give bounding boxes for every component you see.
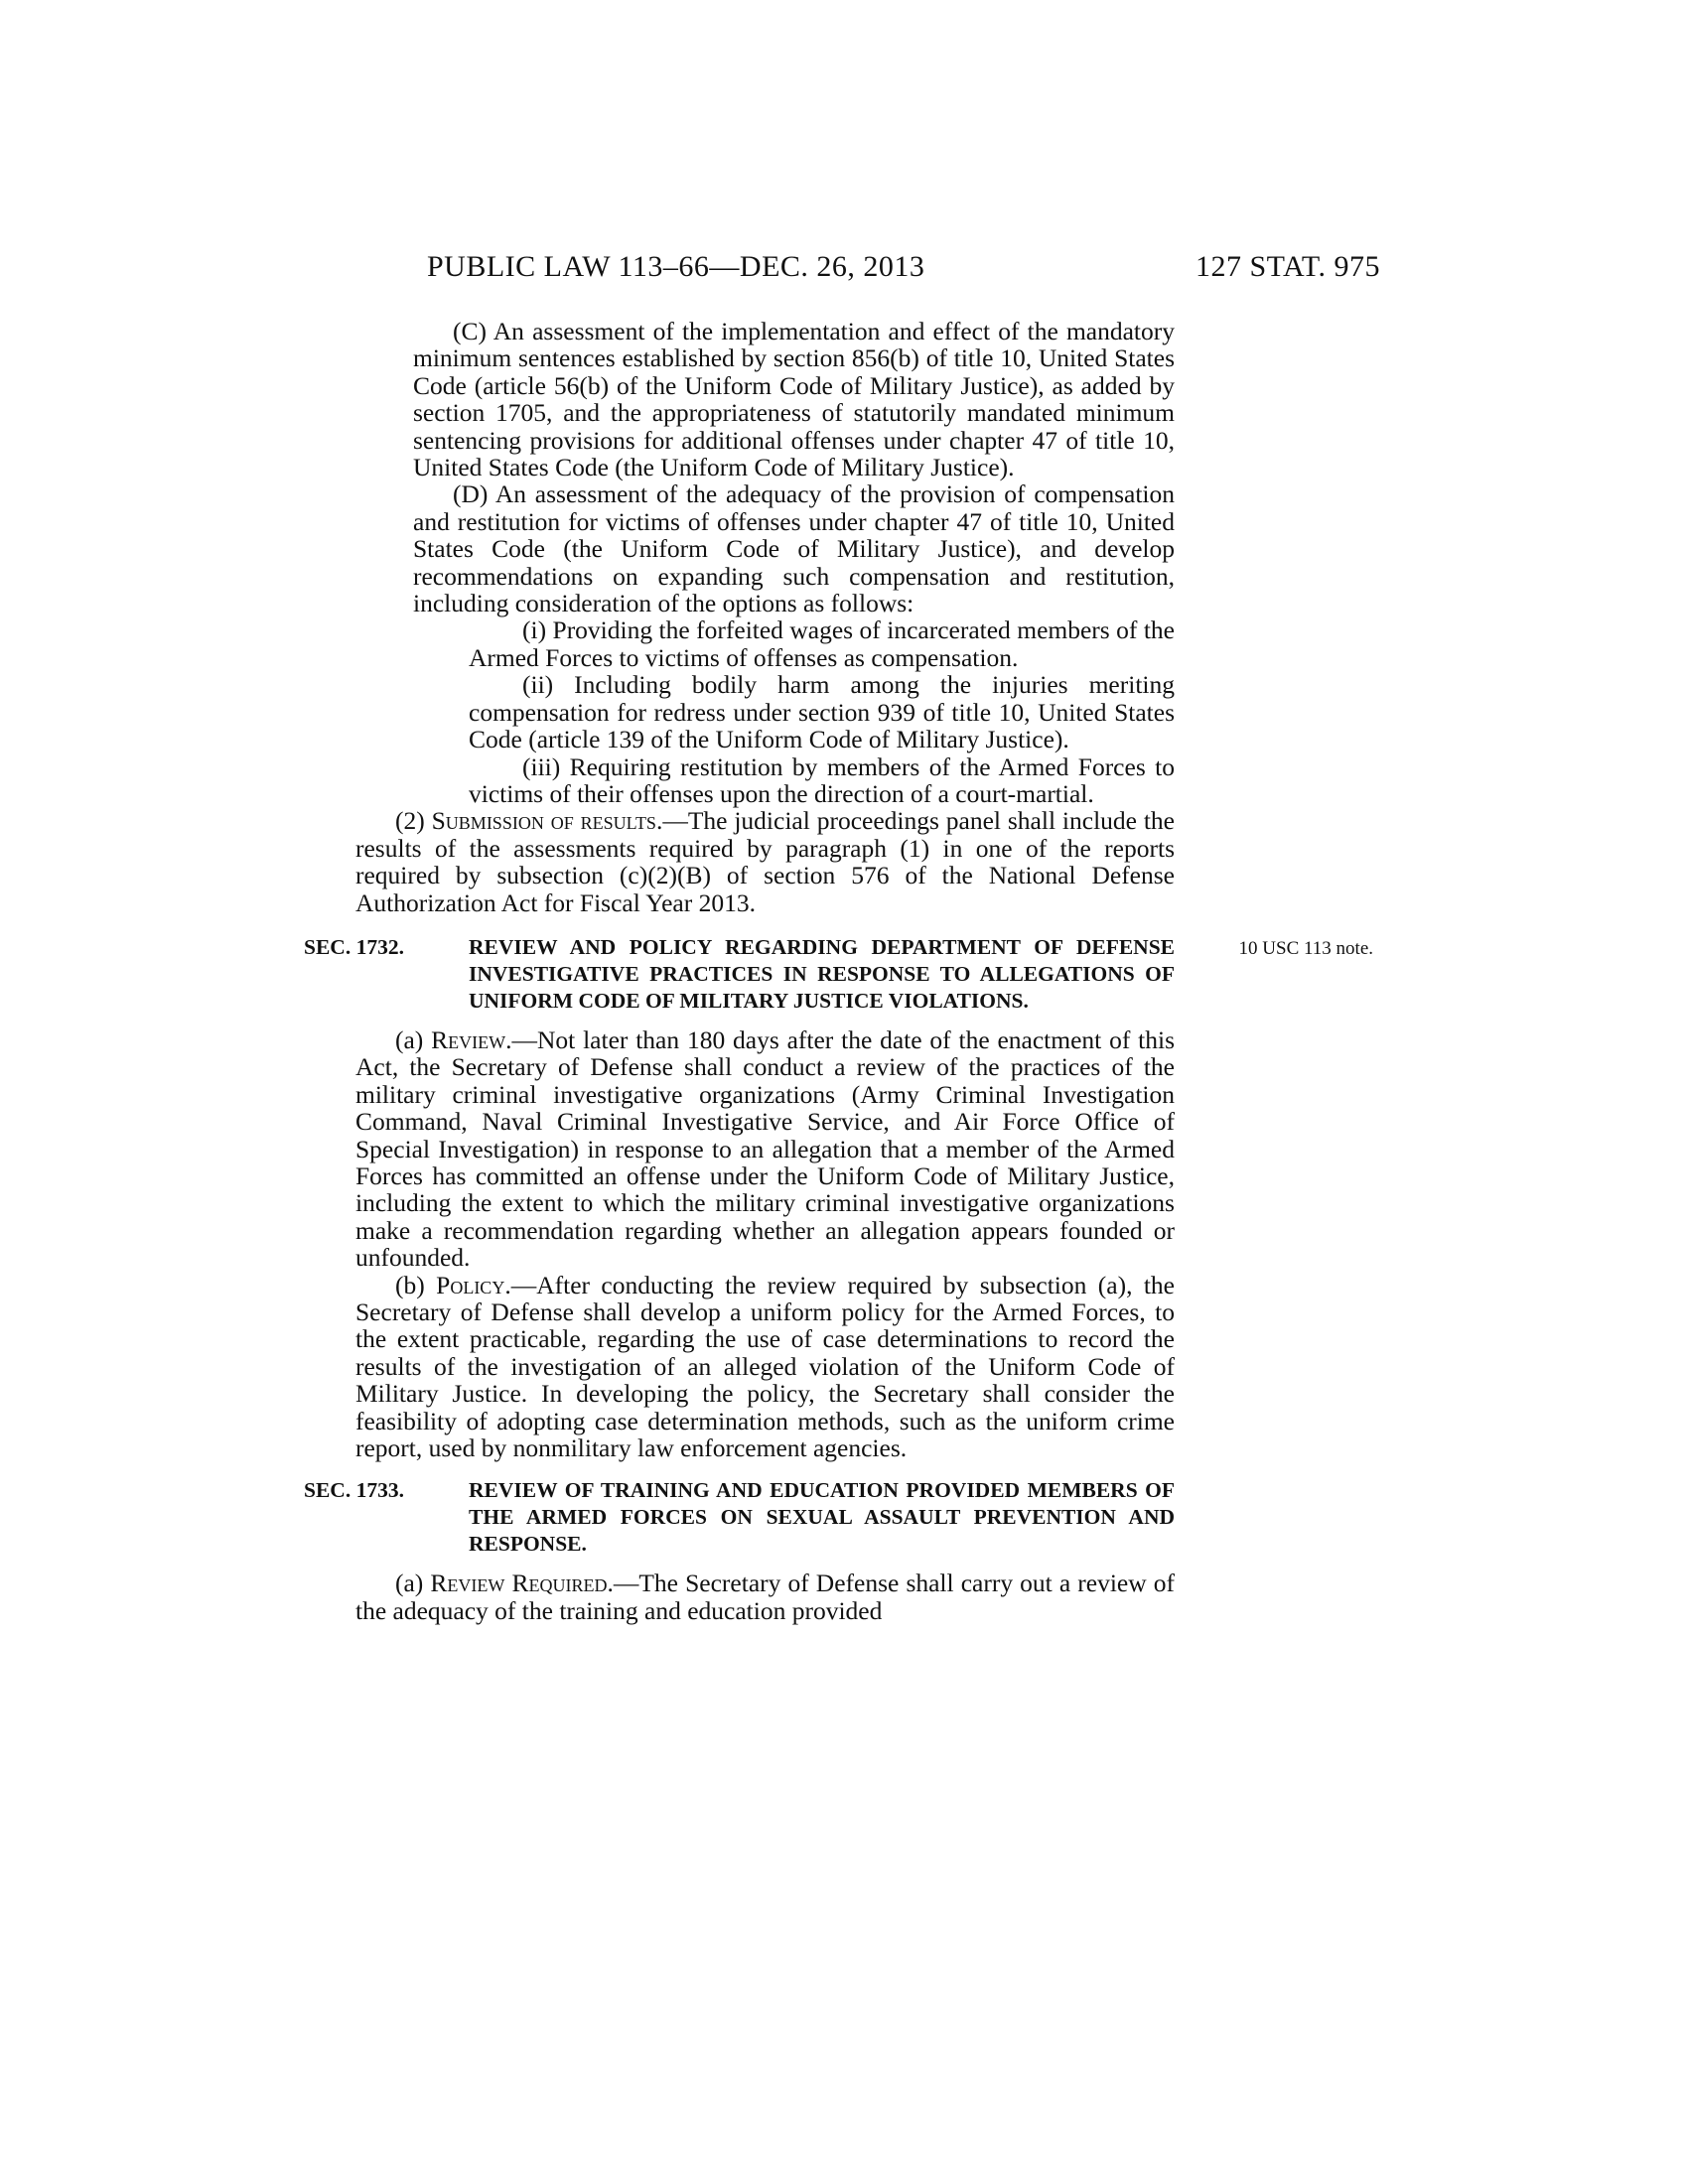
document-body bbox=[304, 317, 1373, 1625]
subsection-a-heading: Review. bbox=[431, 1024, 512, 1054]
subsection-a-text: —Not later than 180 days after the date of the enactment of this Act, the Secretary of Defense shall conduct a review of the practices of the military criminal investigative organizations (Army Criminal Investigation Command, Naval Criminal Investigative Service, and Air Force Office of Special Investigation) in response to an allegation that a member of the Armed Forces has committed an offense under the Uniform Code of Military Justice, including the extent to which the military criminal investigative organizations make a recommendation regarding whether an allegation appears founded or unfounded. bbox=[355, 1024, 1175, 1273]
section-1732-number: SEC. 1732. bbox=[304, 934, 404, 959]
paragraph-c: (C) An assessment of the implementation and effect of the mandatory minimum sentences established by section 856(b) of title 10, United States Code (article 56(b) of the Uniform Code of Military Justice), as added by section 1705, and the appropriateness of statutorily mandated minimum sentencing provisions for additional offenses under chapter 47 of title 10, United States Code (the Uniform Code of Military Justice). bbox=[413, 317, 1175, 482]
section-1733-heading bbox=[304, 1477, 1175, 1558]
subsection-b-text: —After conducting the review required by subsection (a), the Secretary of Defense shall develop a uniform policy for the Armed Forces, to the extent practicable, regarding the use of case determinations to record the results of the investigation of an alleged violation of the Uniform Code of Military Justice. In developing the policy, the Secretary shall consider the feasibility of adopting case determination methods, such as the uniform crime report, used by nonmilitary law enforcement agencies. bbox=[355, 1270, 1175, 1463]
subsection-a-heading: Review Required. bbox=[430, 1569, 614, 1598]
subsection-a-text: —The Secretary of Defense shall carry out a review of the adequacy of the training and education provided bbox=[355, 1569, 1175, 1625]
section-1733-number: SEC. 1733. bbox=[304, 1478, 404, 1503]
section-1732-subsection-b bbox=[355, 1272, 1175, 1462]
margin-note: 10 USC 113 note. bbox=[1238, 937, 1373, 959]
paragraph-2 bbox=[355, 807, 1175, 916]
section-1733-subsection-a bbox=[355, 1570, 1175, 1624]
subsection-a-label: (a) bbox=[395, 1024, 432, 1054]
header-stat-page: 127 STAT. 975 bbox=[1195, 250, 1380, 283]
subsection-b-label: (b) bbox=[395, 1270, 437, 1299]
paragraph-d: (D) An assessment of the adequacy of the provision of compensation and restitution for victims of offenses under chapter 47 of title 10, United States Code (the Uniform Code of Military Justice), and develop recommendations on expanding such compensation and restitution, including consideration of the options as follows: bbox=[413, 479, 1175, 618]
section-1733-title: REVIEW OF TRAINING AND EDUCATION PROVIDED MEMBERS OF THE ARMED FORCES ON SEXUAL ASSAULT PREVENTION AND RESPONSE. bbox=[469, 1478, 1175, 1557]
paragraph-2-label: (2) bbox=[395, 806, 432, 836]
paragraph-2-text: —The judicial proceedings panel shall include the results of the assessments required by paragraph (1) in one of the reports required by subsection (c)(2)(B) of section 576 of the National Defense Authorization Act for Fiscal Year 2013. bbox=[355, 806, 1176, 917]
running-head bbox=[427, 250, 1380, 290]
section-1732-subsection-a bbox=[355, 1026, 1175, 1272]
section-1732-title: REVIEW AND POLICY REGARDING DEPARTMENT OF DEFENSE INVESTIGATIVE PRACTICES IN RESPONSE TO ALLEGATIONS OF UNIFORM CODE OF MILITARY JUSTICE VIOLATIONS. bbox=[469, 934, 1175, 1013]
subsection-b-heading: Policy. bbox=[436, 1270, 511, 1299]
paragraph-2-heading: Submission of results. bbox=[431, 806, 663, 836]
header-title: PUBLIC LAW 113–66—DEC. 26, 2013 bbox=[427, 250, 925, 283]
section-1732-heading bbox=[304, 934, 1373, 1015]
clause-iii: (iii) Requiring restitution by members of the Armed Forces to victims of their offenses upon the direction of a court-martial. bbox=[469, 751, 1175, 808]
clause-i: (i) Providing the forfeited wages of incarcerated members of the Armed Forces to victims of offenses as compensation. bbox=[469, 615, 1175, 672]
subsection-a-label: (a) bbox=[395, 1569, 431, 1598]
clause-ii: (ii) Including bodily harm among the injuries meriting compensation for redress under section 939 of title 10, United States Code (article 139 of the Uniform Code of Military Justice). bbox=[469, 670, 1175, 754]
